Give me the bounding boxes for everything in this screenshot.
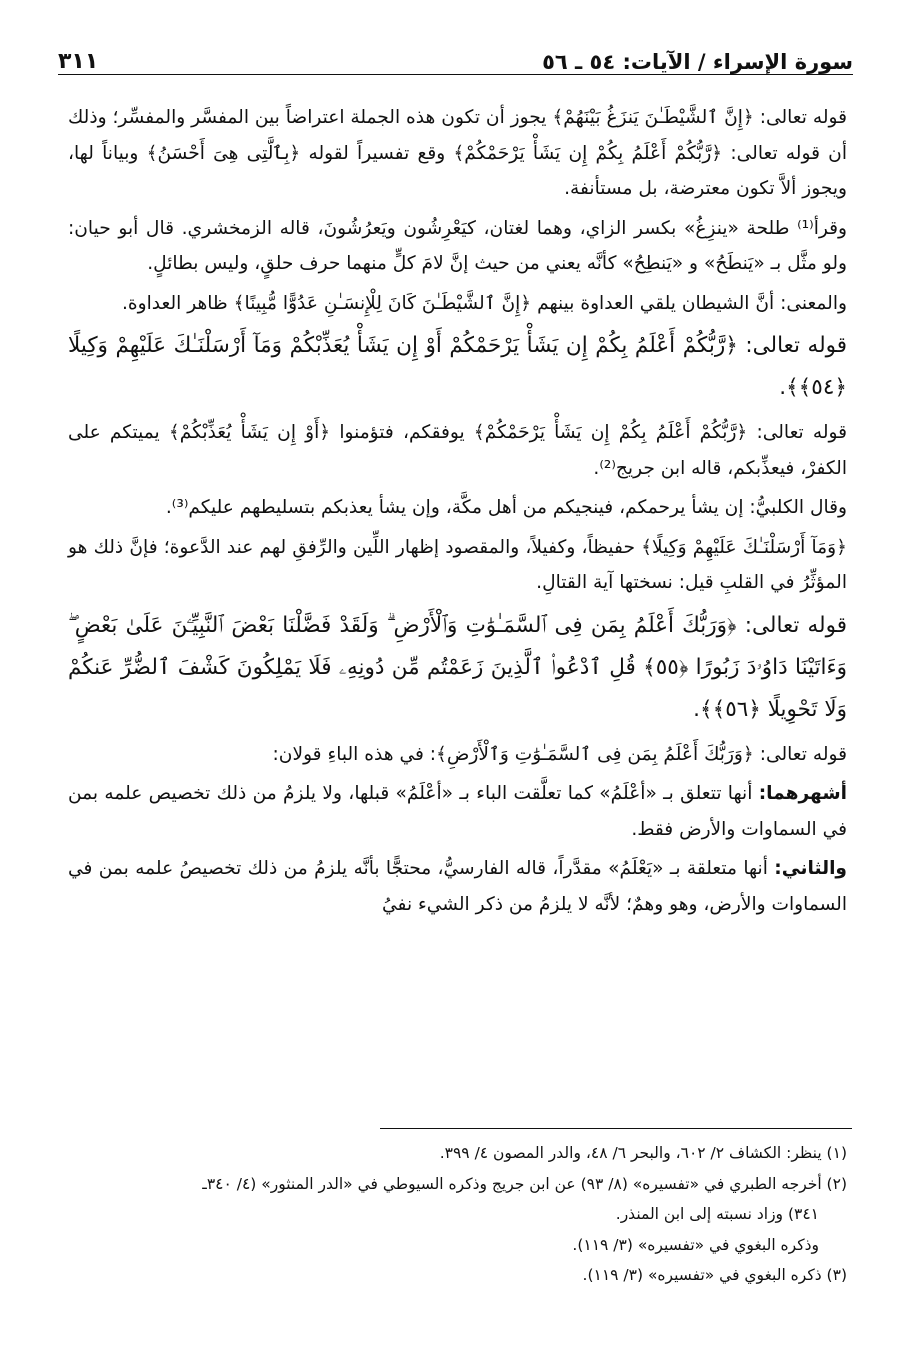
header-divider xyxy=(58,74,853,75)
opinion-label: أشهرهما: xyxy=(758,783,847,804)
footnote: (١) ينظر: الكشاف ٢/ ٦٠٢، والبحر ٦/ ٤٨، والدر المصون ٤/ ٣٩٩. xyxy=(439,1144,847,1162)
main-text xyxy=(68,100,847,926)
footnote: (٢) أخرجه الطبري في «تفسيره» (٨/ ٩٣) عن ابن جريج وذكره السيوطي في «الدر المنثور» (٤/ ٣٤٠ـ xyxy=(202,1174,847,1193)
opinion-text: أنها تتعلق بـ «أعْلَمُ» كما تعلَّقت الباء بـ «أعْلَمُ» قبلها، ولا يلزمُ من ذلك تخصيص علمه بمن في السماوات والأرض فقط. xyxy=(68,783,847,840)
paragraph: قوله تعالى: ﴿رَّبُّكُمْ أَعْلَمُ بِكُمْ إِن يَشَأْ يَرْحَمْكُمْ﴾ يوفقكم، فتؤمنوا ﴿أَوْ إِن يَشَأْ يُعَذِّبْكُمْ﴾ يميتكم على الكفرْ، فيعذِّبكم، قاله ابن جريج⁽²⁾. xyxy=(68,422,847,479)
footnote-continuation: ٣٤١) وزاد نسبته إلى ابن المنذر. xyxy=(615,1205,819,1223)
quran-verse-heading: قوله تعالى: ﴿رَّبُّكُمْ أَعْلَمُ بِكُمْ إِن يَشَأْ يَرْحَمْكُمْ أَوْ إِن يَشَأْ يُعَذِّبْكُمْ وَمَآ أَرْسَلْنَـٰكَ عَلَيْهِمْ وَكِيلًا ﴿٥٤﴾﴾. xyxy=(68,333,847,400)
surah-title: سورة الإسراء / الآيات: ٥٤ ـ ٥٦ xyxy=(542,50,853,74)
paragraph: وقال الكلبيُّ: إن يشأ يرحمكم، فينجيكم من أهل مكَّة، وإن يشأ يعذبكم بتسليطهم عليكم⁽³⁾. xyxy=(165,497,847,518)
footnote-continuation: وذكره البغوي في «تفسيره» (٣/ ١١٩). xyxy=(572,1235,819,1254)
paragraph xyxy=(68,776,847,847)
footnote-divider xyxy=(380,1128,852,1129)
page-number: ٣١١ xyxy=(58,49,99,74)
footnotes xyxy=(68,1138,847,1291)
paragraph: ﴿وَمَآ أَرْسَلْنَـٰكَ عَلَيْهِمْ وَكِيلًا﴾ حفيظاً، وكفيلاً، والمقصود إظهار اللِّين والرِّفقِ لهم عند الدَّعوة؛ فإنَّ ذلك هو المؤثِّرُ في القلبِ قيل: نسختها آية القتالِ. xyxy=(68,536,847,593)
paragraph: قوله تعالى: ﴿وَرَبُّكَ أَعْلَمُ بِمَن فِى ٱلسَّمَـٰوَٰتِ وَٱلْأَرْضِ﴾: في هذه الباءِ قولان: xyxy=(272,743,847,765)
footnote: (٣) ذكره البغوي في «تفسيره» (٣/ ١١٩). xyxy=(582,1266,847,1284)
running-header xyxy=(58,30,853,74)
opinion-label: والثاني: xyxy=(774,858,847,879)
quran-verse-heading: قوله تعالى: ﴿وَرَبُّكَ أَعْلَمُ بِمَن فِى ٱلسَّمَـٰوَٰتِ وَٱلْأَرْضِ ۗ وَلَقَدْ فَضَّلْنَا بَعْضَ ٱلنَّبِيِّـۧنَ عَلَىٰ بَعْضٍ ۖ وَءَاتَيْنَا دَاوُۥدَ زَبُورًا ﴿٥٥﴾ قُلِ ٱدْعُوا۟ ٱلَّذِينَ زَعَمْتُم مِّن دُونِهِۦ فَلَا يَمْلِكُونَ كَشْفَ ٱلضُّرِّ عَنكُمْ وَلَا تَحْوِيلًا ﴿٥٦﴾﴾. xyxy=(68,612,848,722)
paragraph: قوله تعالى: ﴿إِنَّ ٱلشَّيْطَـٰنَ يَنزَغُ بَيْنَهُمْ﴾ يجوز أن تكون هذه الجملة اعتراضاً بين المفسَّر والمفسِّر؛ وذلك أن قوله تعالى: ﴿رَّبُّكُمْ أَعْلَمُ بِكُمْ إِن يَشَأْ يَرْحَمْكُمْ﴾ وقع تفسيراً لقوله ﴿بِٱلَّتِى هِىَ أَحْسَنُ﴾ وبياناً لها، ويجوز ألاَّ تكون معترضة، بل مستأنفة. xyxy=(68,107,847,199)
paragraph: والمعنى: أنَّ الشيطان يلقي العداوة بينهم ﴿إِنَّ ٱلشَّيْطَـٰنَ كَانَ لِلْإِنسَـٰنِ عَدُوًّا مُّبِينًا﴾ ظاهر العداوة. xyxy=(121,292,847,314)
paragraph xyxy=(68,851,847,922)
paragraph: وقرأ⁽¹⁾ طلحة «ينزِغُ» بكسر الزاي، وهما لغتان، كيَعْرِشُون ويَعرُشُونَ، قاله الزمخشري. قال أبو حيان: ولو مثَّل بـ «يَنطَحُ» و «يَنطِحُ» كأنَّه يعني من حيث إنَّ لامَ كلٍّ منهما حرف حلقٍ، وليس بطائلٍ. xyxy=(68,217,847,274)
opinion-text: أنها متعلقة بـ «يَعْلَمُ» مقدَّراً، قاله الفارسيُّ، محتجًّا بأنَّه يلزمُ من ذلك تخصيصُ علمه بمن في السماوات والأرض، وهو وهمٌ؛ لأنَّه لا يلزمُ من ذكر الشيء نفيُ xyxy=(68,858,847,915)
